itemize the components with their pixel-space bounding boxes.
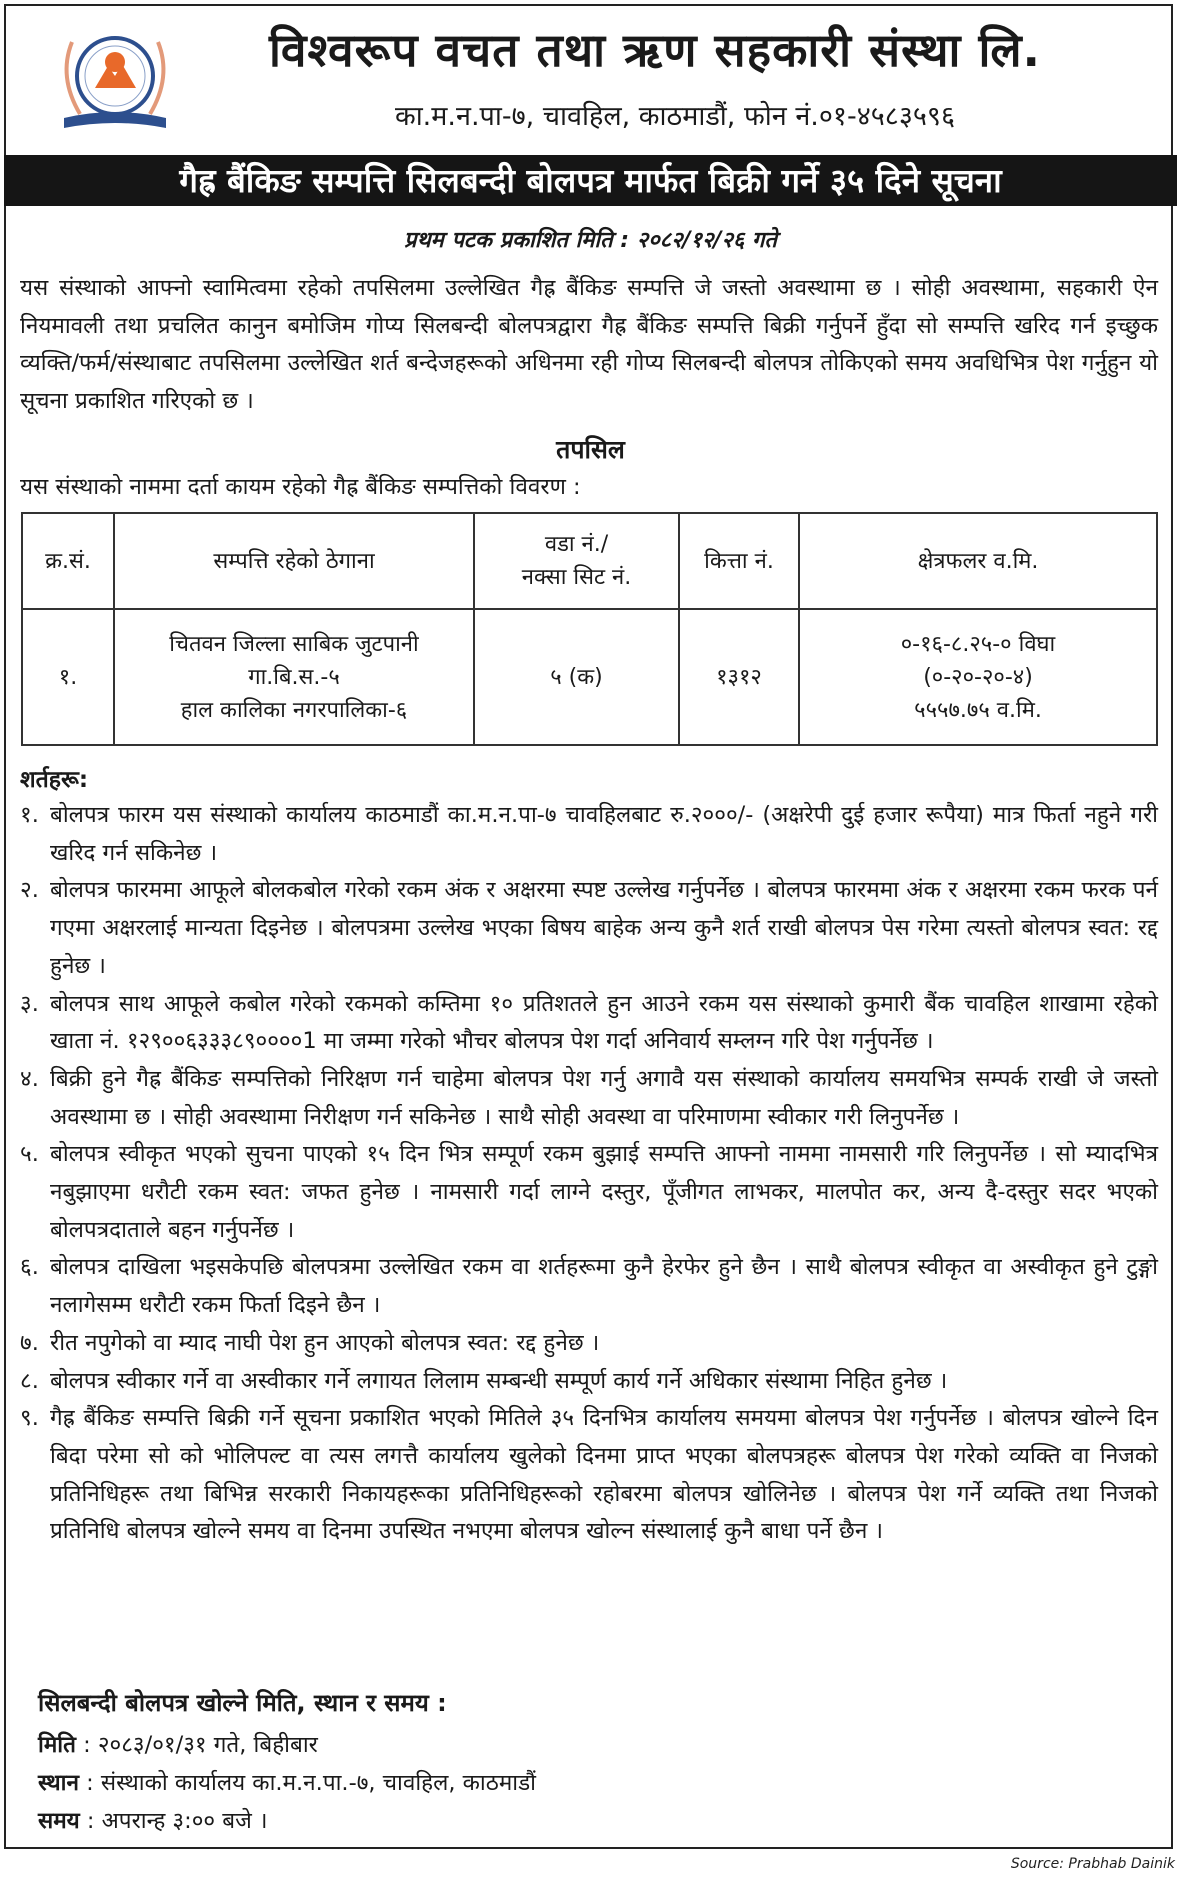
header-address: सम्पत्ति रहेको ठेगाना — [114, 513, 474, 609]
condition-number: ३. — [20, 990, 39, 1017]
condition-item — [20, 1249, 1158, 1324]
condition-number: ७. — [20, 1329, 39, 1356]
condition-number: ५. — [20, 1141, 39, 1168]
organization-logo — [50, 22, 180, 142]
area-line: ०-१६-८.२५-० विघा — [900, 631, 1056, 657]
opening-time — [38, 1804, 268, 1835]
cell-kitta: १३१२ — [679, 609, 799, 745]
condition-number: ९. — [20, 1405, 39, 1432]
condition-item — [20, 1061, 1158, 1136]
opening-date — [38, 1728, 318, 1759]
opening-heading: सिलबन्दी बोलपत्र खोल्ने मिति, स्थान र समय : — [38, 1689, 447, 1717]
cell-sn: १. — [22, 609, 114, 745]
condition-item — [20, 1363, 1158, 1401]
condition-text: बोलपत्र स्वीकृत भएको सुचना पाएको १५ दिन भित्र सम्पूर्ण रकम बुझाई सम्पत्ति आफ्नो नाममा नामसारी गरि लिनुपर्नेछ । सो म्यादभित्र नबुझाएमा धरौटी रकम स्वत: जफत हुनेछ । नामसारी गर्दा लाग्ने दस्तुर, पूँजीगत लाभकर, मालपोत कर, अन्य दै-दस्तुर सदर भएको बोलपत्रदाताले बहन गर्नुपर्नेछ । — [50, 1141, 1158, 1243]
conditions-heading: शर्तहरू: — [20, 767, 89, 793]
area-line: (०-२०-२०-४) — [923, 664, 1033, 690]
date-label: मिति — [38, 1732, 76, 1758]
address-line: हाल कालिका नगरपालिका-६ — [180, 697, 408, 723]
header-ward — [474, 513, 679, 609]
condition-number: १. — [20, 802, 39, 828]
published-date: प्रथम पटक प्रकाशित मिति : २०८२/१२/२६ गते — [404, 228, 777, 253]
table-row — [22, 609, 1157, 745]
condition-item — [20, 872, 1158, 985]
condition-item — [20, 986, 1158, 1061]
condition-number: ८. — [20, 1367, 39, 1394]
condition-item — [20, 1400, 1158, 1551]
condition-number: ६. — [20, 1254, 39, 1281]
table-header-row — [22, 513, 1157, 609]
place-value: : संस्थाको कार्यालय का.म.न.पा.-७, चावहिल, काठमाडौं — [86, 1770, 536, 1796]
header-kitta: कित्ता नं. — [679, 513, 799, 609]
condition-text: बोलपत्र स्वीकार गर्ने वा अस्वीकार गर्ने लगायत लिलाम सम्बन्धी सम्पूर्ण कार्य गर्ने अधिकार संस्थामा निहित हुनेछ । — [50, 1367, 948, 1394]
condition-text: बोलपत्र फारममा आफूले बोलकबोल गरेको रकम अंक र अक्षरमा स्पष्ट उल्लेख गर्नुपर्नेछ । बोलपत्र फारममा अंक र अक्षरमा रकम फरक पर्न गएमा अक्षरलाई मान्यता दिइनेछ । बोलपत्रमा उल्लेख भएका बिषय बाहेक अन्य कुनै शर्त राखी बोलपत्र पेस गरेमा त्यस्तो बोलपत्र स्वत: रद्द हुनेछ । — [50, 877, 1158, 979]
time-value: : अपरान्ह ३:०० बजे । — [86, 1808, 268, 1834]
condition-text: गैह्र बैंकिङ सम्पत्ति बिक्री गर्ने सूचना प्रकाशित भएको मितिले ३५ दिनभित्र कार्यालय समयमा बोलपत्र पेश गर्नुपर्नेछ । बोलपत्र खोल्ने दिन बिदा परेमा सो को भोलिपल्ट वा त्यस लगत्तै कार्यालय खुलेको दिनमा प्राप्त भएका बोलपत्रहरू बोलपत्र पेश गरेको व्यक्ति वा निजको प्रतिनिधिहरू तथा बिभिन्न सरकारी निकायहरूका प्रतिनिधिहरूको रहोबरमा बोलपत्र खोलिनेछ । बोलपत्र पेश गर्ने व्यक्ति तथा निजको प्रतिनिधि बोलपत्र खोल्ने समय वा दिनमा उपस्थित नभएमा बोलपत्र खोल्न संस्थालाई कुनै बाधा पर्ने छैन । — [50, 1405, 1158, 1545]
condition-item — [20, 1136, 1158, 1249]
notice-title-banner: गैह्र बैंकिङ सम्पत्ति सिलबन्दी बोलपत्र मार्फत बिक्री गर्ने ३५ दिने सूचना — [4, 155, 1177, 206]
place-label: स्थान — [38, 1770, 79, 1796]
intro-paragraph: यस संस्थाको आफ्नो स्वामित्वमा रहेको तपसिलमा उल्लेखित गैह्र बैंकिङ सम्पत्ति जे जस्तो अवस्थामा छ । सोही अवस्थामा, सहकारी ऐन नियमावली तथा प्रचलित कानुन बमोजिम गोप्य सिलबन्दी बोलपत्रद्वारा गैह्र बैंकिङ सम्पत्ति बिक्री गर्नुपर्ने हुँदा सो सम्पत्ति खरिद गर्न इच्छुक व्यक्ति/फर्म/संस्थाबाट तपसिलमा उल्लेखित शर्त बन्देजहरूको अधिनमा रही गोप्य सिलबन्दी बोलपत्र तोकिएको समय अवधिभित्र पेश गर्नुहुन यो सूचना प्रकाशित गरिएको छ । — [20, 275, 1158, 414]
source-credit: Source: Prabhab Dainik — [1010, 1856, 1175, 1872]
header-ward-line1: वडा नं./ — [544, 532, 609, 557]
condition-item — [20, 1325, 1158, 1363]
schedule-heading: तपसिल — [556, 435, 625, 464]
address-line: चितवन जिल्ला साबिक जुटपानी — [169, 631, 419, 657]
date-value: : २०८३/०१/३१ गते, बिहीबार — [83, 1732, 318, 1758]
cell-address — [114, 609, 474, 745]
cell-area — [799, 609, 1157, 745]
asset-table — [21, 512, 1158, 746]
condition-text: बोलपत्र साथ आफूले कबोल गरेको रकमको कम्तिमा १० प्रतिशतले हुन आउने रकम यस संस्थाको कुमारी बैंक चावहिल शाखामा रहेको खाता नं. १२९००६३३३८९००००1 मा जम्मा गरेको भौचर बोलपत्र पेश गर्दा अनिवार्य सम्लग्न गरि पेश गर्नुपर्नेछ । — [50, 990, 1158, 1055]
header-ward-line2: नक्सा सिट नं. — [521, 565, 632, 590]
condition-text: बोलपत्र दाखिला भइसकेपछि बोलपत्रमा उल्लेखित रकम वा शर्तहरूमा कुनै हेरफेर हुने छैन । साथै बोलपत्र स्वीकृत वा अस्वीकृत हुने टुङ्गो नलागेसम्म धरौटी रकम फिर्ता दिइने छैन । — [50, 1254, 1158, 1319]
conditions-list — [20, 797, 1158, 1551]
table-intro: यस संस्थाको नाममा दर्ता कायम रहेको गैह्र बैंकिङ सम्पत्तिको विवरण : — [20, 474, 581, 500]
cell-ward: ५ (क) — [474, 609, 679, 745]
header-area: क्षेत्रफलर व.मि. — [799, 513, 1157, 609]
condition-number: ४. — [20, 1065, 39, 1092]
address-line: गा.बि.स.-५ — [248, 664, 340, 690]
condition-text: रीत नपुगेको वा म्याद नाघी पेश हुन आएको बोलपत्र स्वत: रद्द हुनेछ । — [50, 1329, 600, 1356]
organization-name: विश्वरूप वचत तथा ऋण सहकारी संस्था लि. — [268, 23, 1042, 77]
area-line: ५५५७.७५ व.मि. — [914, 697, 1042, 723]
time-label: समय — [38, 1808, 80, 1834]
opening-place — [38, 1766, 536, 1797]
header-sn: क्र.सं. — [22, 513, 114, 609]
condition-number: २. — [20, 877, 39, 904]
condition-text: बिक्री हुने गैह्र बैंकिङ सम्पत्तिको निरिक्षण गर्न चाहेमा बोलपत्र पेश गर्नु अगावै यस संस्थाको कार्यालय समयभित्र सम्पर्क राखी जे जस्तो अवस्थामा छ । सोही अवस्थामा निरीक्षण गर्न सकिनेछ । साथै सोही अवस्था वा परिमाणमा स्वीकार गरी लिनुपर्नेछ । — [50, 1065, 1158, 1130]
condition-text: बोलपत्र फारम यस संस्थाको कार्यालय काठमाडौं का.म.न.पा-७ चावहिलबाट रु.२०००/- (अक्षरेपी दुई हजार रूपैया) मात्र फिर्ता नहुने गरी खरिद गर्न सकिनेछ । — [50, 802, 1158, 866]
organization-address: का.म.न.पा-७, चावहिल, काठमाडौं, फोन नं.०१-४५८३५९६ — [394, 101, 955, 132]
condition-item — [20, 797, 1158, 872]
